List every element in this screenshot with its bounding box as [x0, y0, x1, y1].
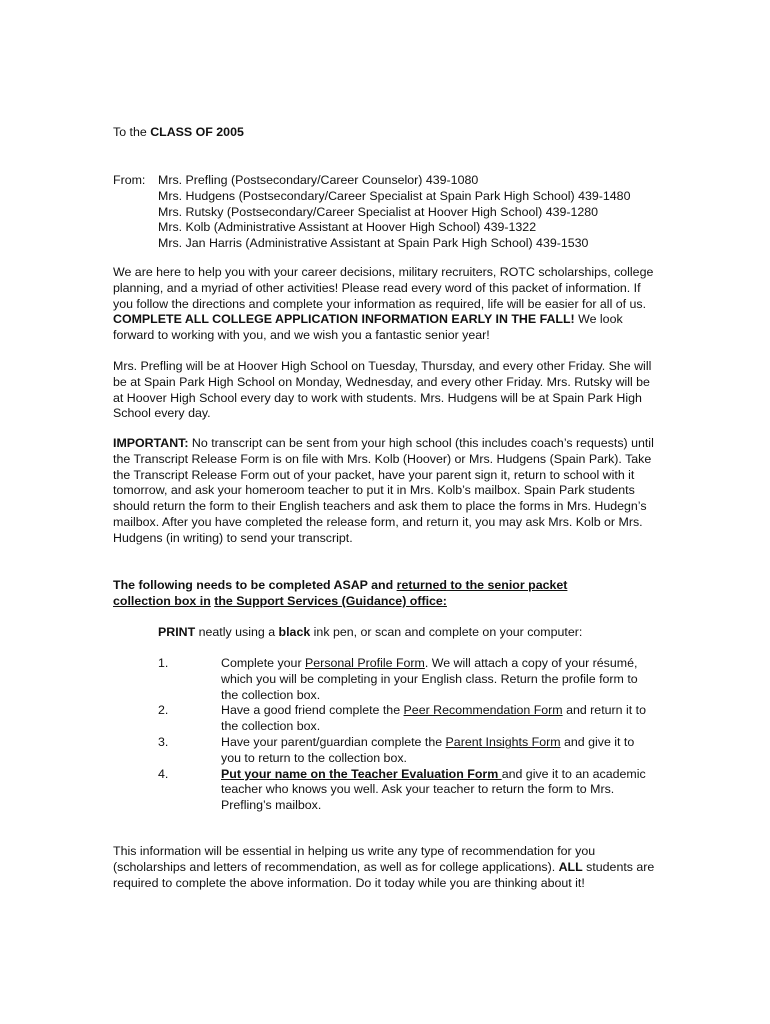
from-label: From: [113, 173, 146, 187]
print-instruction: PRINT neatly using a black ink pen, or scan and complete on your computer: [158, 625, 583, 639]
class-name: CLASS OF 2005 [150, 125, 244, 139]
important-paragraph: IMPORTANT: No transcript can be sent from your high school (this includes coach’s requests) until the Transcript Release Form is on file with Mrs. Kolb (Hoover) or Mrs. Hudgens (Spain Park). Take the Transcript Release Form out of your packet, have your parent sign it, return to school with it tomorrow, and ask your homeroom teacher to put it in Mrs. Kolb’s mailbox. Spain Park students should return the form to their English teachers and ask them to place the forms in Mrs. Hudegn’s mailbox. After you have completed the release form, and return it, you may ask Mrs. Kolb or Mrs. Hudgens (in writing) to send your transcript. [113, 436, 654, 545]
important-label: IMPORTANT: [113, 436, 189, 450]
from-line: Mrs. Jan Harris (Administrative Assistant at Spain Park High School) 439-1530 [158, 236, 589, 251]
form-name: Parent Insights Form [445, 734, 561, 749]
greeting: To the CLASS OF 2005 [113, 125, 244, 139]
closing-paragraph: This information will be essential in helping us write any type of recommendation for you (scholarships and letters of recommendation, as well as for college applications). ALL students are required to complete the above information. Do it today while you are thinking about it! [113, 844, 655, 890]
form-name: Peer Recommendation Form [403, 703, 563, 718]
from-line: Mrs. Rutsky (Postsecondary/Career Specialist at Hoover High School) 439-1280 [158, 204, 599, 219]
form-name: Personal Profile Form [305, 656, 425, 670]
list-item: 4. Put your name on the Teacher Evaluation Form and give it to an academic teacher who knows you well. Ask your teacher to return the form to Mrs. Prefling’s mailbox. [158, 766, 646, 813]
from-block [113, 173, 673, 252]
list-item: 2. Have a good friend complete the Peer Recommendation Form and return it to the collection box. [158, 703, 646, 734]
from-line: Mrs. Prefling (Postsecondary/Career Counselor) 439-1080 [158, 173, 479, 187]
task-list [158, 656, 658, 814]
list-item: 1. Complete your Personal Profile Form. We will attach a copy of your résumé, which you will be completing in your English class. Return the profile form to the collection box. [158, 656, 638, 702]
following-heading: The following needs to be completed ASAP and returned to the senior packet collection box in the Support Services (Guidance) office: [113, 578, 568, 608]
schedule-paragraph: Mrs. Prefling will be at Hoover High School on Tuesday, Thursday, and every other Friday. She will be at Spain Park High School on Monday, Wednesday, and every other Friday. Mrs. Rutsky will be at Hoover High School every day to work with students. Mrs. Hudgens will be at Spain Park High School every day. [113, 359, 652, 421]
intro-paragraph: We are here to help you with your career decisions, military recruiters, ROTC scholarships, college planning, and a myriad of other activities! Please read every word of this packet of information. If you follow the directions and complete your information as required, life will be easier for all of us. COMPLETE ALL COLLEGE APPLICATION INFORMATION EARLY IN THE FALL! We look forward to working with you, and we wish you a fantastic senior year! [113, 265, 654, 343]
intro-emphasis: COMPLETE ALL COLLEGE APPLICATION INFORMATION EARLY IN THE FALL! [113, 312, 575, 327]
form-name: Put your name on the Teacher Evaluation Form [221, 766, 502, 781]
from-line: Mrs. Kolb (Administrative Assistant at Hoover High School) 439-1322 [158, 220, 537, 235]
list-item: 3. Have your parent/guardian complete the Parent Insights Form and give it to you to return to the collection box. [158, 734, 635, 765]
from-line: Mrs. Hudgens (Postsecondary/Career Specialist at Spain Park High School) 439-1480 [158, 188, 631, 203]
closing-emphasis: ALL [558, 859, 583, 874]
